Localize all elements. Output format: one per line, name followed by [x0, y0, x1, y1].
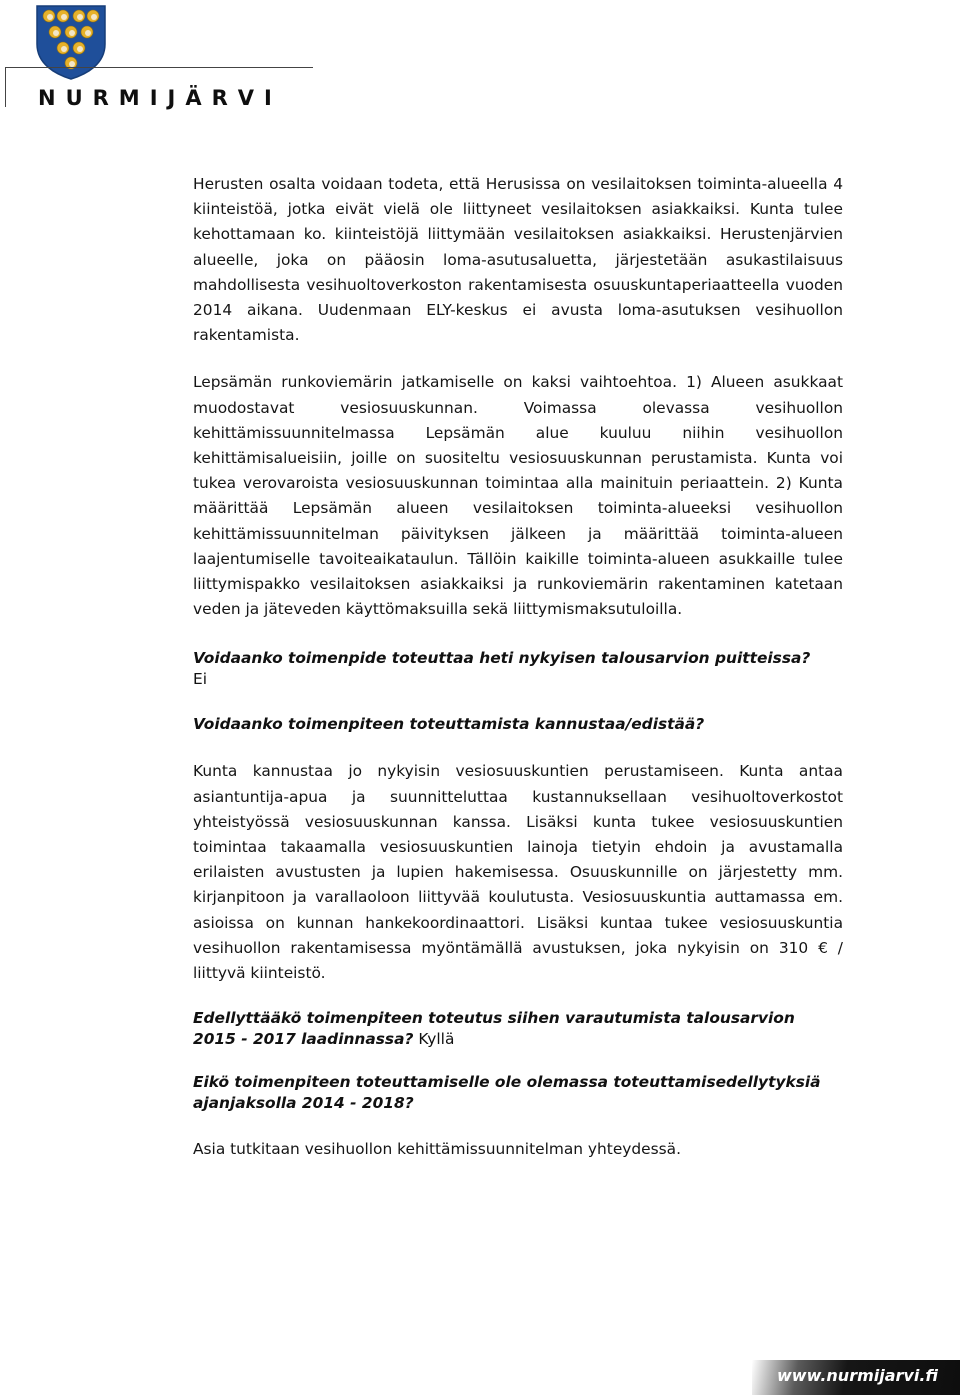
brand-wordmark: NURMIJÄRVI — [38, 86, 282, 110]
paragraph-lepsaman: Lepsämän runkoviemärin jatkamiselle on kaksi vaihtoehtoa. 1) Alueen asukkaat muodostavat vesiosuuskunnan. Voimassa olevassa vesihuollon kehittämissuunnitelmassa Lepsämän alue kuuluu niihin vesihuollon kehittämisalueisiin, joille on suositeltu vesiosuuskunnan perustamista. Kunta voi tukea verovaroista vesiosuuskunnan toimintaa alla mainituin periaattein. 2) Kunta määrittää Lepsämän alueen vesilaitoksen toiminta-alueeksi vesihuollon kehittämissuunnitelman päivityksen jälkeen ja määrittää toiminta-alueen laajentumiselle tavoiteaikataulun. Tällöin kaikille toiminta-alueen asukkaille tulee liittymispakko vesilaitoksen asiakkaiksi ja runkoviemärin rakentaminen katetaan veden ja jäteveden käyttömaksuilla sekä liittymismaksutuloilla. — [193, 373, 843, 619]
header-divider-vertical — [5, 67, 6, 107]
paragraph-tutkitaan: Asia tutkitaan vesihuollon kehittämissuunnitelman yhteydessä. — [193, 1140, 681, 1159]
question-heading: Voidaanko toimenpide toteuttaa heti nykyisen talousarvion puitteissa? — [193, 649, 811, 668]
question-block-3 — [193, 1008, 843, 1050]
header-divider — [5, 67, 313, 68]
question-heading: Voidaanko toimenpiteen toteuttamista kannustaa/edistää? — [193, 715, 705, 734]
question-heading: Eikö toimenpiteen toteuttamiselle ole olemassa toteuttamisedellytyksiä ajanjaksolla 2014 - 2018? — [193, 1073, 821, 1113]
answer-text: Kyllä — [418, 1030, 455, 1049]
question-block-2 — [193, 714, 843, 986]
nurmijarvi-crest-logo — [35, 4, 107, 80]
paragraph-herusten: Herusten osalta voidaan todeta, että Herusissa on vesilaitoksen toiminta-alueella 4 kiinteistöä, jotka eivät vielä ole liittyneet vesilaitoksen asiakkaiksi. Kunta tulee kehottamaan ko. kiinteistöjä liittymään vesilaitoksen asiakkaiksi. Herustenjärvien alueelle, joka on pääosin loma-asutusaluetta, järjestetään asukastilaisuus mahdollisesta vesihuoltoverkoston rakentamisesta osuuskuntaperiaatteella vuoden 2014 aikana. Uudenmaan ELY-keskus ei avusta loma-asutuksen vesihuollon rakentamista. — [193, 175, 843, 345]
footer-website-link[interactable]: www.nurmijarvi.fi — [777, 1366, 938, 1385]
document-body — [193, 172, 843, 1184]
question-block-4 — [193, 1072, 843, 1162]
question-block-1 — [193, 648, 843, 690]
paragraph-kannustaa: Kunta kannustaa jo nykyisin vesiosuuskuntien perustamiseen. Kunta antaa asiantuntija-apua ja suunnitteluttaa kustannuksellaan vesihuoltoverkostot yhteistyössä vesiosuuskunnan kanssa. Lisäksi kunta tukee vesiosuuskuntien toimintaa takaamalla vesiosuuskuntien lainoja tietyin ehdoin ja avustamalla erilaisten avustusten ja lupien hakemisessa. Osuuskunnille on järjestetty mm. kirjanpitoon ja varallaoloon liittyvää koulutusta. Vesiosuuskuntia auttamassa em. asioissa on kunnan hankekoordinaattori. Lisäksi kuntaa tukee vesiosuuskuntia vesihuollon rakentamisessa myöntämällä avustuksen, joka nykyisin on 310 € / liittyvä kiinteistö. — [193, 762, 843, 983]
question-heading: Edellyttääkö toimenpiteen toteutus siihen varautumista talousarvion 2015 - 2017 laadinnassa? — [193, 1009, 795, 1049]
answer-text: Ei — [193, 670, 208, 689]
page-header — [0, 0, 320, 110]
